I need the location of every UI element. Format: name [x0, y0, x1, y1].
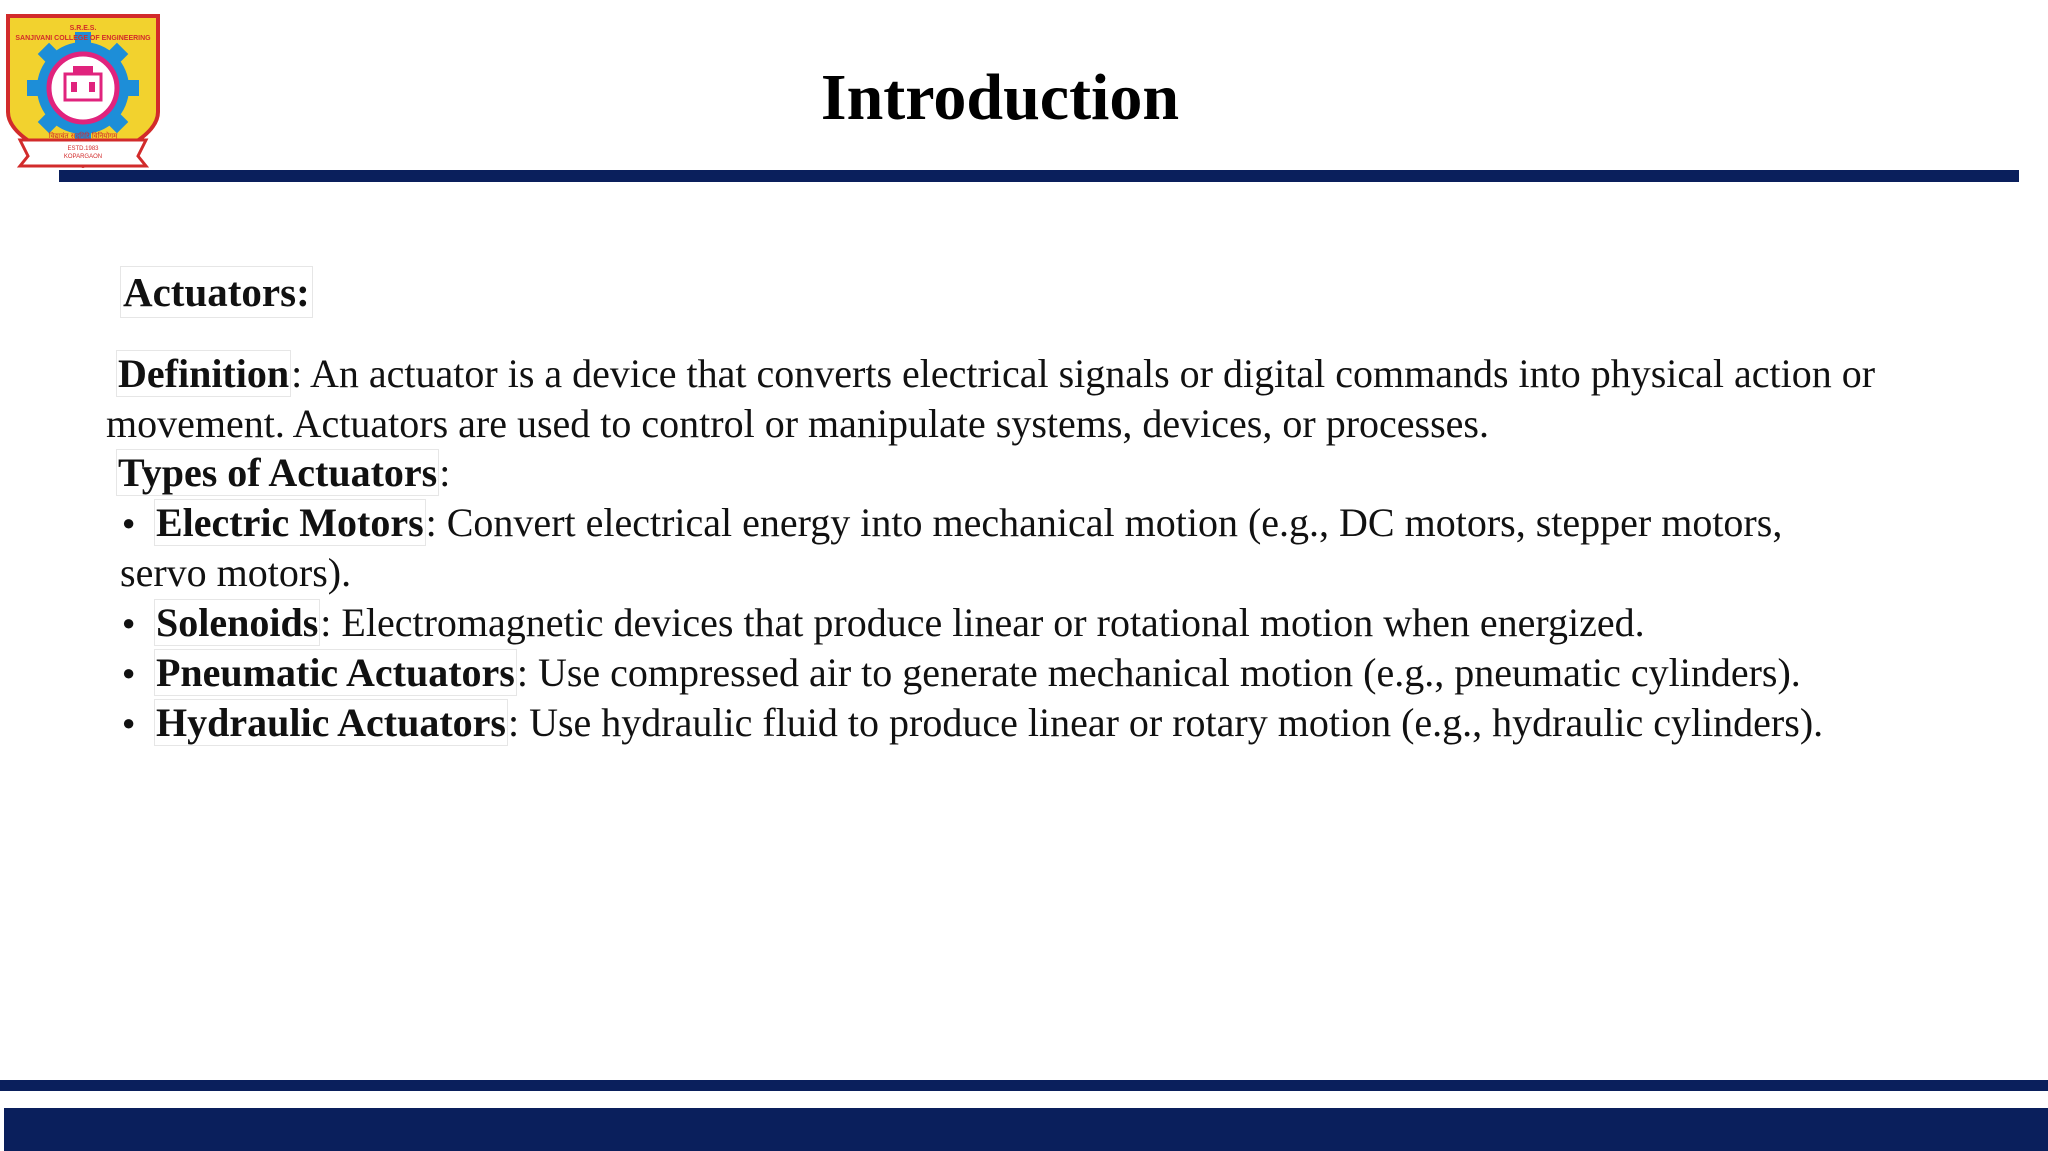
bullet-text: : Electromagnetic devices that produce linear or rotational motion when energized.	[320, 600, 1645, 645]
types-label: Types of Actuators	[118, 450, 438, 495]
actuator-types-list	[118, 498, 2018, 748]
title-divider	[59, 170, 2019, 182]
definition-label: Definition	[118, 351, 290, 396]
logo-place-text: KOPARGAON	[63, 154, 103, 160]
types-suffix: :	[439, 450, 451, 495]
bullet-term: Solenoids	[156, 600, 319, 645]
footer-bar	[4, 1108, 2048, 1151]
bullet-text: : Convert electrical energy into mechanical motion (e.g., DC motors, stepper motors,	[425, 500, 1783, 545]
logo-top-text-2: SANJIVANI COLLEGE OF ENGINEERING	[15, 35, 151, 42]
bullet-term: Hydraulic Actuators	[156, 700, 506, 745]
bullet-term: Electric Motors	[156, 500, 424, 545]
bullet-text: : Use compressed air to generate mechanical motion (e.g., pneumatic cylinders).	[516, 650, 1801, 695]
definition-paragraph	[106, 349, 2026, 449]
bullet-text: : Use hydraulic fluid to produce linear or rotary motion (e.g., hydraulic cylinders).	[507, 700, 1824, 745]
logo-estd-text: ESTD.1983	[67, 146, 99, 152]
definition-text: : An actuator is a device that converts electrical signals or digital commands into physical action or movement. Actuators are used to control or manipulate systems, devices, or processes.	[106, 351, 1876, 446]
list-item-pneumatic-actuators	[118, 648, 2018, 698]
section-heading: Actuators:	[120, 266, 313, 318]
bullet-continuation: servo motors).	[120, 550, 352, 595]
types-heading	[116, 448, 2036, 498]
bullet-icon: ●	[122, 710, 136, 735]
bullet-icon: ●	[122, 660, 136, 685]
list-item-hydraulic-actuators	[118, 698, 2018, 748]
bullet-term: Pneumatic Actuators	[156, 650, 515, 695]
logo-top-text-1: S.R.E.S.	[69, 25, 97, 32]
list-item-solenoids	[118, 598, 2018, 648]
footer-rule-thin	[0, 1080, 2048, 1091]
slide-title: Introduction	[820, 61, 1180, 134]
list-item-electric-motors	[118, 498, 2018, 598]
logo-banner-text: विद्यावंत सदगिरि विनियोगम्	[48, 132, 118, 140]
bullet-icon: ●	[122, 610, 136, 635]
bullet-icon: ●	[122, 510, 136, 535]
